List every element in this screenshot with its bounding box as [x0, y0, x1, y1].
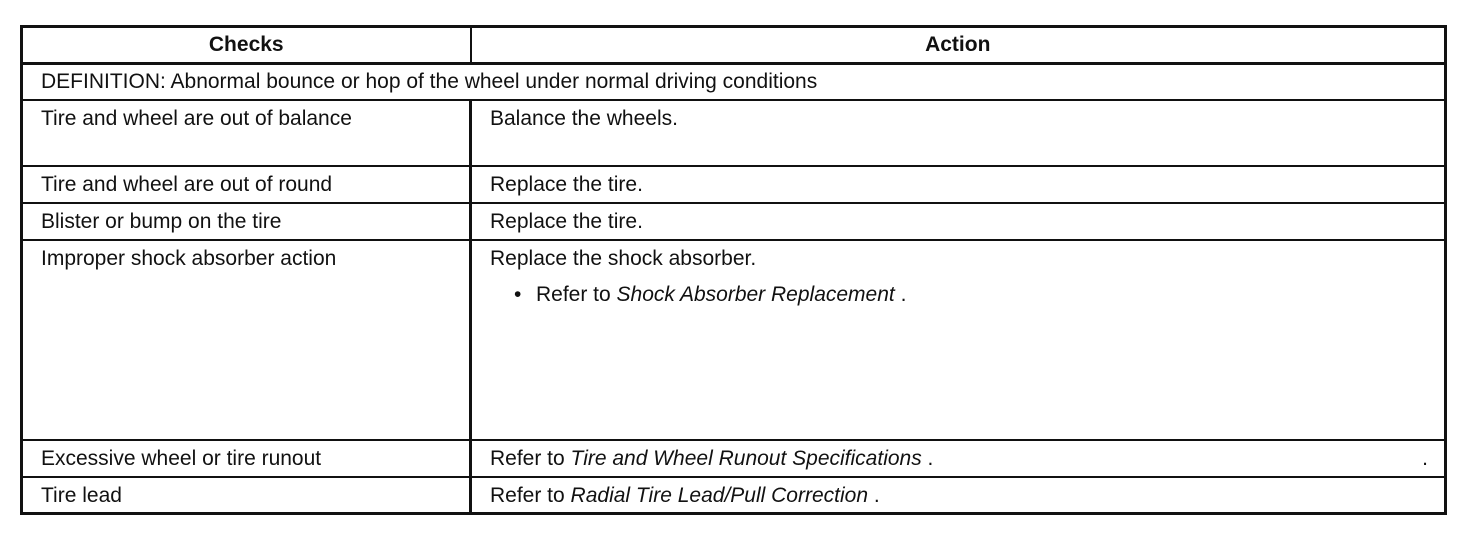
bullet-prefix: Refer to: [536, 282, 617, 306]
check-text: Improper shock absorber action: [41, 246, 337, 270]
reference-link[interactable]: Tire and Wheel Runout Specifications: [570, 446, 922, 470]
check-cell: [22, 477, 471, 514]
action-cell: [471, 166, 1446, 203]
check-text: Blister or bump on the tire: [41, 209, 282, 233]
check-text: Tire and wheel are out of round: [41, 172, 333, 196]
action-cell: [471, 240, 1446, 440]
action-text: Replace the tire.: [490, 172, 643, 196]
table-row: [22, 477, 1446, 514]
bullet-item: [490, 283, 1436, 307]
action-text: Replace the tire.: [490, 209, 643, 233]
header-row: [22, 27, 1446, 64]
check-cell: [22, 166, 471, 203]
action-cell: [471, 203, 1446, 240]
bullet-suffix: .: [894, 282, 907, 306]
check-cell: [22, 240, 471, 440]
check-cell: [22, 440, 471, 477]
reference-link[interactable]: Radial Tire Lead/Pull Correction: [570, 483, 869, 507]
trailing-mark: .: [1422, 446, 1428, 470]
table-row: [22, 166, 1446, 203]
table-row: [22, 240, 1446, 440]
diagnostic-table: [20, 25, 1447, 515]
action-prefix: Refer to: [490, 483, 571, 507]
bullet-icon: •: [514, 282, 522, 306]
definition-cell: [22, 64, 1446, 100]
action-suffix: .: [868, 483, 880, 507]
action-cell: [471, 100, 1446, 166]
action-cell: [471, 477, 1446, 514]
checks-column-header: Checks: [22, 27, 471, 64]
check-text: Tire and wheel are out of balance: [41, 106, 352, 130]
check-cell: [22, 203, 471, 240]
definition-row: [22, 64, 1446, 100]
table-row: [22, 440, 1446, 477]
table-row: [22, 203, 1446, 240]
definition-text: DEFINITION: Abnormal bounce or hop of the wheel under normal driving conditions: [41, 70, 818, 93]
check-text: Excessive wheel or tire runout: [41, 446, 322, 470]
action-suffix: .: [921, 446, 934, 470]
check-text: Tire lead: [41, 483, 122, 507]
reference-link[interactable]: Shock Absorber Replacement: [616, 282, 895, 306]
table-row: [22, 100, 1446, 166]
action-cell: [471, 440, 1446, 477]
action-prefix: Refer to: [490, 446, 571, 470]
action-text: Replace the shock absorber.: [490, 246, 757, 270]
check-cell: [22, 100, 471, 166]
action-text: Balance the wheels.: [490, 106, 678, 130]
action-column-header: Action: [471, 27, 1446, 64]
